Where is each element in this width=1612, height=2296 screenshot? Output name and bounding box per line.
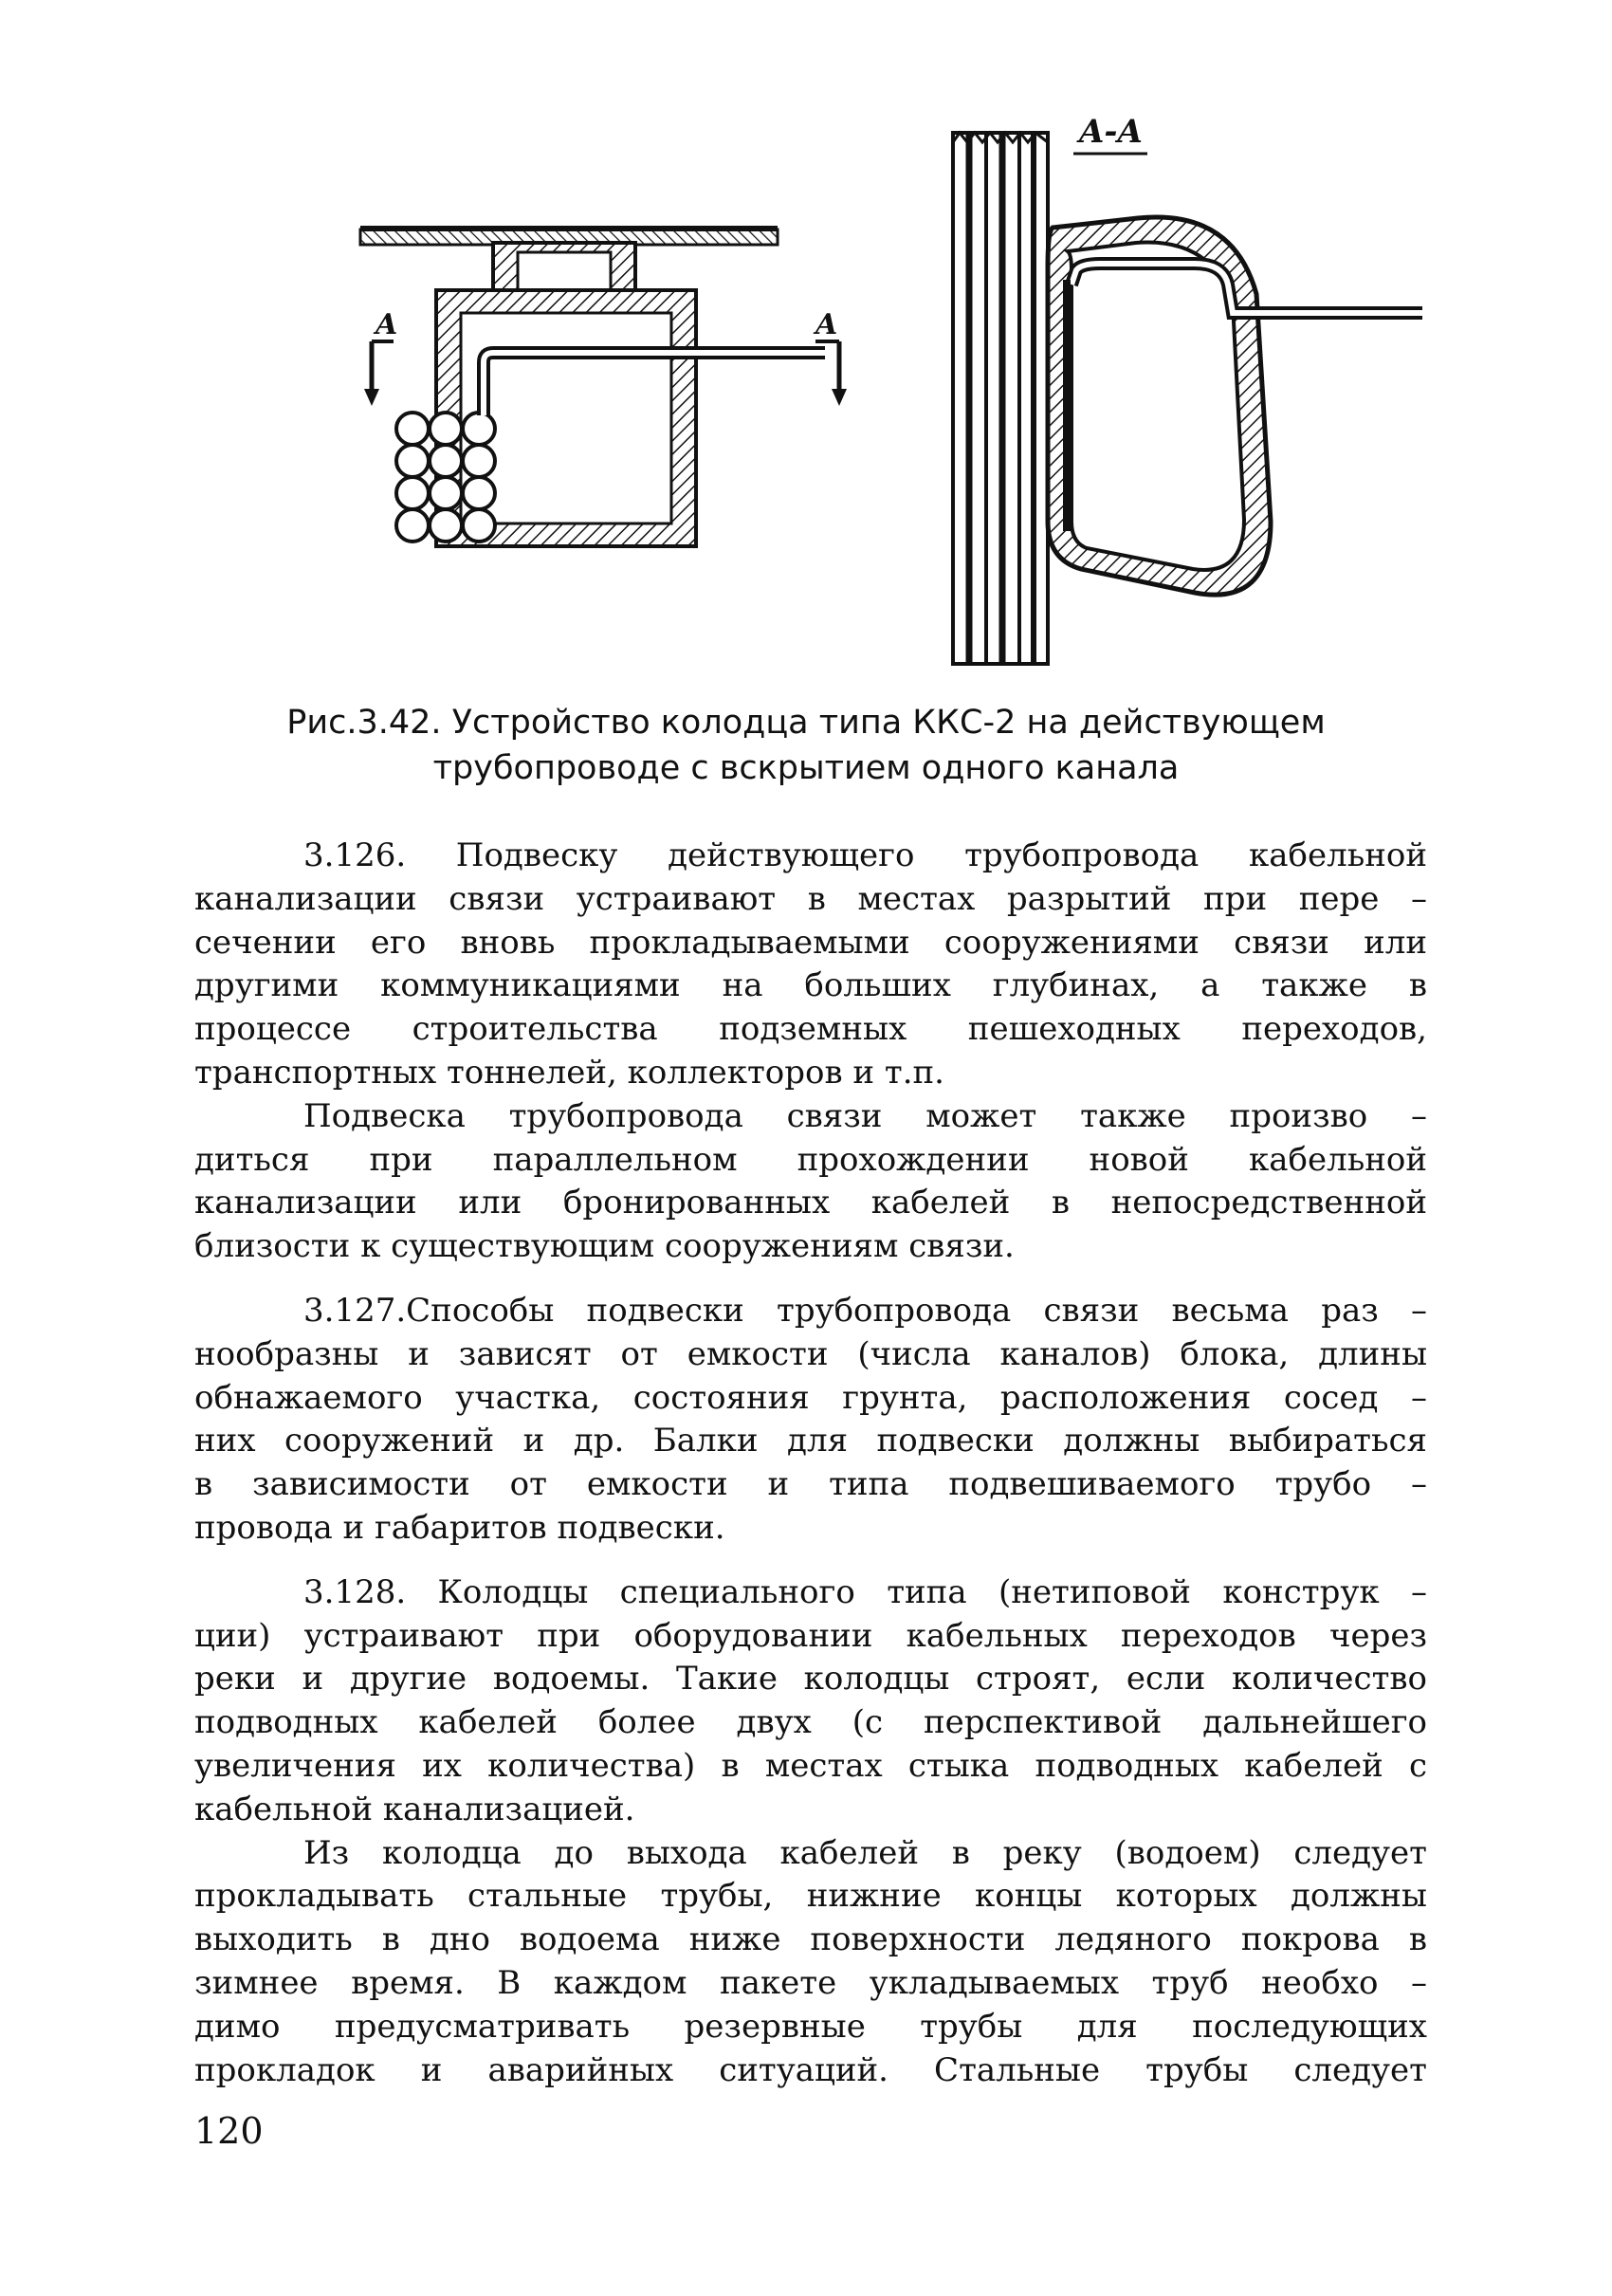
text-line: выходить в дно водоема ниже поверхности ледяного покрова в xyxy=(194,1920,1427,1959)
paragraph-steel-pipes xyxy=(194,1832,1427,2093)
caption-line-1: Рис.3.42. Устройство колодца типа ККС-2 на действующем xyxy=(286,704,1326,742)
text-line: 3.126. Подвеску действующего трубопровода кабельной xyxy=(303,836,1427,874)
section-label-right-a: A xyxy=(815,308,838,341)
text-line: увеличения их количества) в местах стыка подводных кабелей с xyxy=(194,1746,1427,1785)
text-line: Подвеска трубопровода связи может также произво – xyxy=(303,1096,1427,1135)
figure-kks2-well xyxy=(341,114,1441,683)
text-line: диться при параллельном прохождении новой кабельной xyxy=(194,1140,1427,1179)
paragraph-3-128 xyxy=(194,1571,1427,1832)
vertical-wall xyxy=(953,133,1048,664)
caption-line-2: трубопроводе с вскрытием одного канала xyxy=(432,749,1180,787)
text-line: в зависимости от емкости и типа подвешиваемого трубо – xyxy=(194,1465,1427,1504)
body-text xyxy=(194,835,1427,2092)
text-line: Из колодца до выхода кабелей в реку (водоем) следует xyxy=(303,1833,1427,1872)
text-line: другими коммуникациями на больших глубинах, а также в xyxy=(194,966,1427,1005)
text-line: нообразны и зависят от емкости (числа каналов) блока, длины xyxy=(194,1334,1427,1373)
text-line: 3.128. Колодцы специального типа (нетиповой конструк – xyxy=(303,1572,1427,1611)
section-label-left-a: A xyxy=(376,308,398,341)
section-title: A-A xyxy=(1079,114,1143,151)
text-line: прокладок и аварийных ситуаций. Стальные трубы следует xyxy=(194,2050,1427,2089)
text-line: них сооружений и др. Балки для подвески должны выбираться xyxy=(194,1422,1427,1460)
text-line: зимнее время. В каждом пакете укладываемых труб необхо – xyxy=(194,1963,1427,2002)
text-line: транспортных тоннелей, коллекторов и т.п. xyxy=(194,1053,944,1092)
well-neck-opening xyxy=(518,252,611,290)
text-line: провода и габаритов подвески. xyxy=(194,1508,725,1547)
text-line: канализации связи устраивают в местах разрытий при пере – xyxy=(194,879,1427,918)
text-line: 3.127.Способы подвески трубопровода связи весьма раз – xyxy=(303,1291,1427,1330)
figure-caption xyxy=(190,700,1422,791)
pipe-bundle xyxy=(396,413,495,542)
text-line: ции) устраивают при оборудовании кабельных переходов через xyxy=(194,1616,1427,1655)
well-interior-section xyxy=(1068,243,1244,570)
text-line: димо предусматривать резервные трубы для последующих xyxy=(194,2007,1427,2046)
text-line: подводных кабелей более двух (с перспективой дальнейшего xyxy=(194,1703,1427,1742)
ground-line xyxy=(360,226,778,231)
text-line: обнажаемого участка, состояния грунта, расположения сосед – xyxy=(194,1378,1427,1417)
text-line: процессе строительства подземных пешеходных переходов, xyxy=(194,1010,1427,1049)
paragraph-3-127 xyxy=(194,1290,1427,1551)
section-mark-left xyxy=(364,308,397,406)
section-a-a-view xyxy=(953,114,1422,664)
text-line: кабельной канализацией. xyxy=(194,1790,635,1828)
paragraph-3-126 xyxy=(194,835,1427,1095)
text-line: канализации или бронированных кабелей в непосредственной xyxy=(194,1184,1427,1222)
text-line: прокладывать стальные трубы, нижние концы которых должны xyxy=(194,1877,1427,1916)
text-line: реки и другие водоемы. Такие колодцы строят, если количество xyxy=(194,1660,1427,1699)
page-number: 120 xyxy=(194,2110,264,2152)
well-diagram xyxy=(341,114,1441,683)
text-line: сечении его вновь прокладываемыми сооружениями связи или xyxy=(194,923,1427,962)
text-line: близости к существующим сооружениям связи. xyxy=(194,1227,1015,1266)
paragraph-suspension xyxy=(194,1095,1427,1269)
well-plan-view xyxy=(360,226,847,546)
